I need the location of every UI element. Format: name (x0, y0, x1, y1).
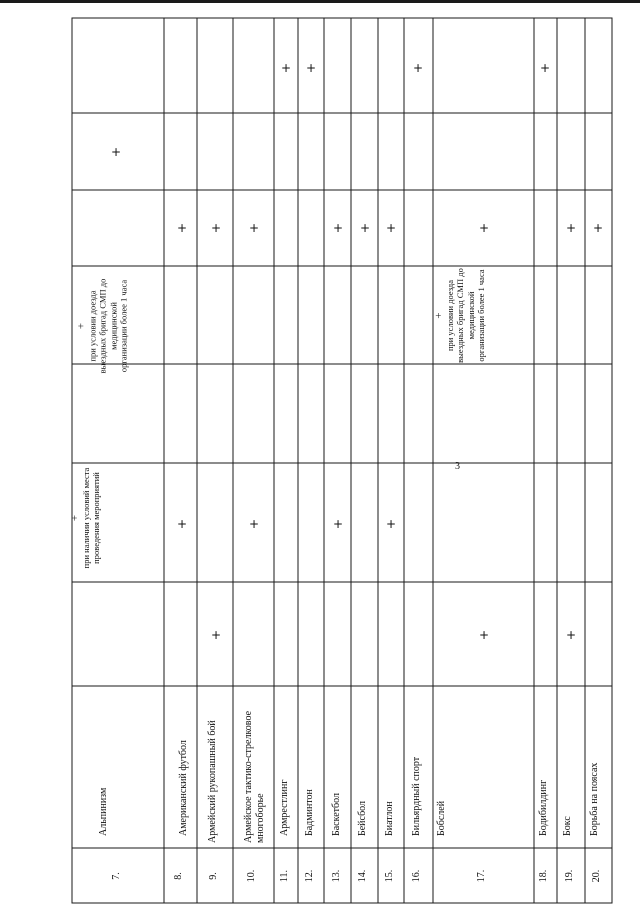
plus-r9-c582: + (211, 628, 222, 642)
plus-r9-c190: + (211, 221, 222, 235)
row-name-20: Борьба на поясах (589, 762, 600, 836)
note-plus: + (69, 514, 81, 522)
row-name-11: Армрестлинг (279, 779, 290, 836)
plus-r17-c190: + (479, 221, 490, 235)
row-name-14: Бейсбол (357, 800, 368, 836)
row-name-9: Армейский рукопашный бой (207, 720, 218, 843)
plus-r8-c463: + (177, 517, 188, 531)
row-name-18: Бодибилдинг (538, 779, 549, 836)
note-venue-text: при наличии условий места проведения мероприятий (80, 467, 101, 569)
row-num-19: 19. (564, 869, 575, 883)
note-ambulance-row17 (434, 268, 529, 363)
plus-r8-c190: + (177, 221, 188, 235)
row-num-14: 14. (357, 869, 368, 883)
row-num-12: 12. (304, 869, 315, 883)
row-name-8: Американский футбол (178, 740, 189, 836)
row-num-13: 13. (331, 869, 342, 883)
plus-r10-c463: + (249, 517, 260, 531)
row-name-7: Альпинизм (98, 787, 109, 836)
plus-r17-c582: + (479, 628, 490, 642)
row-name-10: Армейское тактико-стрелковое многоборье (243, 710, 266, 843)
plus-r10-c190: + (249, 221, 260, 235)
row-name-15: Биатлон (384, 801, 395, 836)
plus-r18-c18: + (540, 61, 551, 75)
plus-r15-c190: + (386, 221, 397, 235)
plus-r15-c463: + (386, 517, 397, 531)
note-plus: + (433, 312, 445, 319)
plus-r20-c190: + (593, 221, 604, 235)
note-ambulance-text: при условии доезда выездных бригад СМП до медицинской организации более 1 часа (87, 278, 129, 374)
row-name-12: Бадминтон (304, 789, 315, 836)
row-num-10: 10. (246, 869, 257, 883)
plus-r13-c463: + (333, 517, 344, 531)
plus-r11-c18: + (281, 61, 292, 75)
row-name-19: Бокс (562, 816, 573, 836)
row-num-9: 9. (208, 872, 219, 880)
note-venue-row7 (70, 463, 120, 573)
page-number: 3 (455, 461, 460, 472)
plus-r19-c190: + (566, 221, 577, 235)
note-plus: + (75, 322, 88, 330)
row-num-18: 18. (538, 869, 549, 883)
plus-r7-c113: + (111, 145, 122, 159)
row-num-7: 7. (111, 872, 122, 880)
row-num-8: 8. (173, 872, 184, 880)
plus-r13-c190: + (333, 221, 344, 235)
note-ambulance-row7 (77, 279, 149, 374)
row-num-17: 17. (476, 869, 487, 883)
row-num-20: 20. (591, 869, 602, 883)
row-num-15: 15. (384, 869, 395, 883)
row-num-16: 16. (411, 869, 422, 883)
row-name-13: Баскетбол (331, 793, 342, 836)
note-ambulance-text: при условии доезда выездных бригад СМП до медицинской организации более 1 часа (444, 268, 486, 363)
plus-r12-c18: + (306, 61, 317, 75)
plus-r14-c190: + (360, 221, 371, 235)
row-name-16: Бильярдный спорт (411, 756, 422, 836)
row-name-17: Бобслей (436, 800, 447, 836)
plus-r16-c18: + (413, 61, 424, 75)
row-num-11: 11. (279, 869, 290, 883)
plus-r19-c582: + (566, 628, 577, 642)
